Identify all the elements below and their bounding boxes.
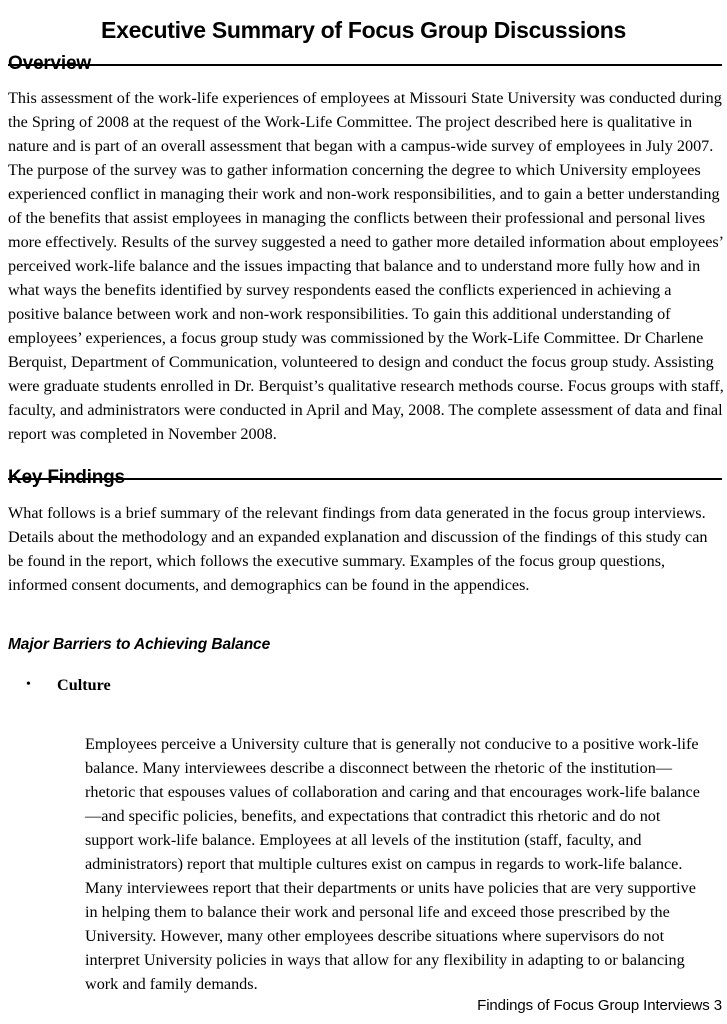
bullet-point-icon: •	[26, 677, 31, 692]
page-title: Executive Summary of Focus Group Discussions	[101, 17, 626, 44]
key-findings-heading-rule	[8, 478, 722, 480]
culture-paragraph: Employees perceive a University culture that is generally not conducive to a positive work-life balance. Many interviewees describe a disconnect between the rhetoric of the institution—rhetoric that espouses values of collaboration and caring and that encourages work-life balance—and specific policies, benefits, and expectations that contradict this rhetoric and do not support work-life balance. Employees at all levels of the institution (staff, faculty, and administrators) report that multiple cultures exist on campus in regards to work-life balance. Many interviewees report that their departments or units have policies that are very supportive in helping them to balance their work and personal life and exceed those prescribed by the University. However, many other employees describe situations where supervisors do not interpret University policies in ways that allow for any flexibility in adapting to or balancing work and family demands.	[85, 735, 700, 994]
overview-heading-rule	[8, 64, 722, 66]
section-heading-key-findings: Key Findings	[8, 466, 125, 488]
key-findings-paragraph: What follows is a brief summary of the relevant findings from data generated in the focus group interviews. Details about the methodology and an expanded explanation and discussion of the findings of this study can be found in the report, which follows the executive summary. Examples of the focus group questions, informed consent documents, and demographics can be found in the appendices.	[8, 504, 708, 595]
subheading-major-barriers: Major Barriers to Achieving Balance	[8, 635, 271, 653]
page-footer: Findings of Focus Group Interviews 3	[477, 997, 722, 1014]
overview-paragraph: This assessment of the work-life experiences of employees at Missouri State University was conducted during the Spring of 2008 at the request of the Work-Life Committee. The project described here is qualitative in nature and is part of an overall assessment that began with a campus-wide survey of employees in July 2007. The purpose of the survey was to gather information concerning the degree to which University employees experienced conflict in managing their work and non-work responsibilities, and to gain a better understanding of the benefits that assist employees in managing the conflicts between their professional and personal lives more effectively. Results of the survey suggested a need to gather more detailed information about employees’ perceived work-life balance and the issues impacting that balance and to understand more fully how and in what ways the benefits identified by survey respondents eased the conflicts experienced in achieving a positive balance between work and non-work responsibilities. To gain this additional understanding of employees’ experiences, a focus group study was commissioned by the Work-Life Committee. Dr Charlene Berquist, Department of Communication, volunteered to design and conduct the focus group study. Assisting were graduate students enrolled in Dr. Berquist’s qualitative research methods course. Focus groups with staff, faculty, and administrators were conducted in April and May, 2008. The complete assessment of data and final report was completed in November 2008.	[8, 89, 724, 444]
list-item	[26, 674, 111, 696]
list-item-label: Culture	[57, 676, 111, 694]
section-heading-overview: Overview	[8, 52, 91, 74]
